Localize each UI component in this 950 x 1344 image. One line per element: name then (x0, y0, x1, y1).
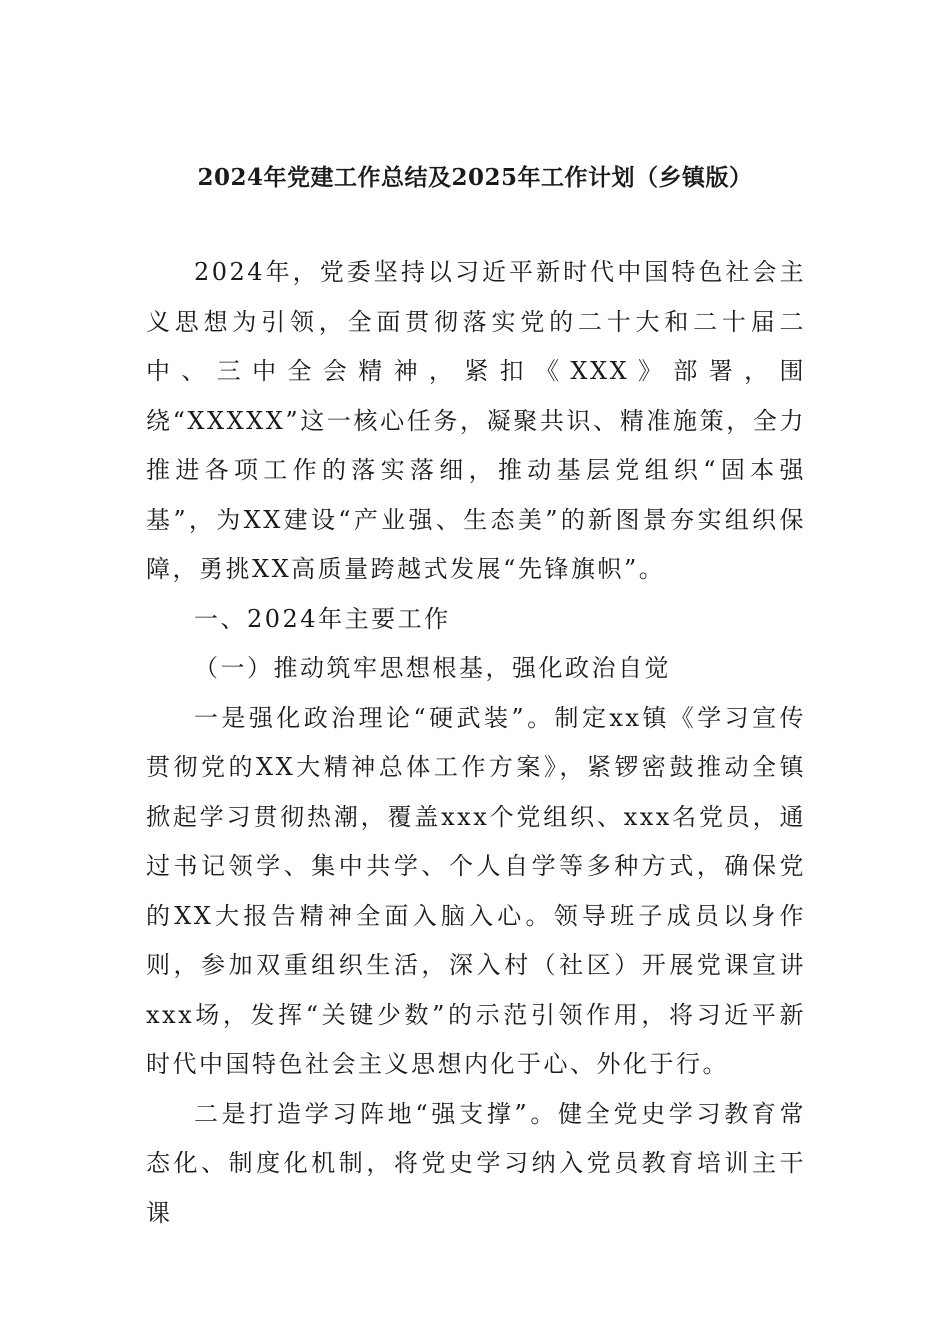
intro-paragraph: 2024年，党委坚持以习近平新时代中国特色社会主义思想为引领，全面贯彻落实党的二十大和二十届二中、三中全会精神，紧扣《XXX》部署，围绕“XXXXX”这一核心任务，凝聚共识、精准施策，全力推进各项工作的落实落细，推动基层党组织“固本强基”，为XX建设“产业强、生态美”的新图景夯实组织保障，勇挑XX高质量跨越式发展“先锋旗帜”。 (146, 258, 806, 583)
body-paragraph-2: 二是打造学习阵地“强支撑”。健全党史学习教育常态化、制度化机制，将党史学习纳入党员教育培训主干课 (146, 1099, 806, 1227)
body-paragraph-1: 一是强化政治理论“硬武装”。制定xx镇《学习宣传贯彻党的XX大精神总体工作方案》，紧锣密鼓推动全镇掀起学习贯彻热潮，覆盖xxx个党组织、xxx名党员，通过书记领学、集中共学、个人自学等多种方式，确保党的XX大报告精神全面入脑入心。领导班子成员以身作则，参加双重组织生活，深入村（社区）开展党课宣讲xxx场，发挥“关键少数”的示范引领作用，将习近平新时代中国特色社会主义思想内化于心、外化于行。 (146, 703, 806, 1078)
document-title: 2024年党建工作总结及2025年工作计划（乡镇版） (197, 164, 753, 191)
document-body (146, 248, 806, 1238)
section-heading: 一、2024年主要工作 (194, 604, 451, 633)
subsection-heading: （一）推动筑牢思想根基，强化政治自觉 (194, 654, 671, 682)
